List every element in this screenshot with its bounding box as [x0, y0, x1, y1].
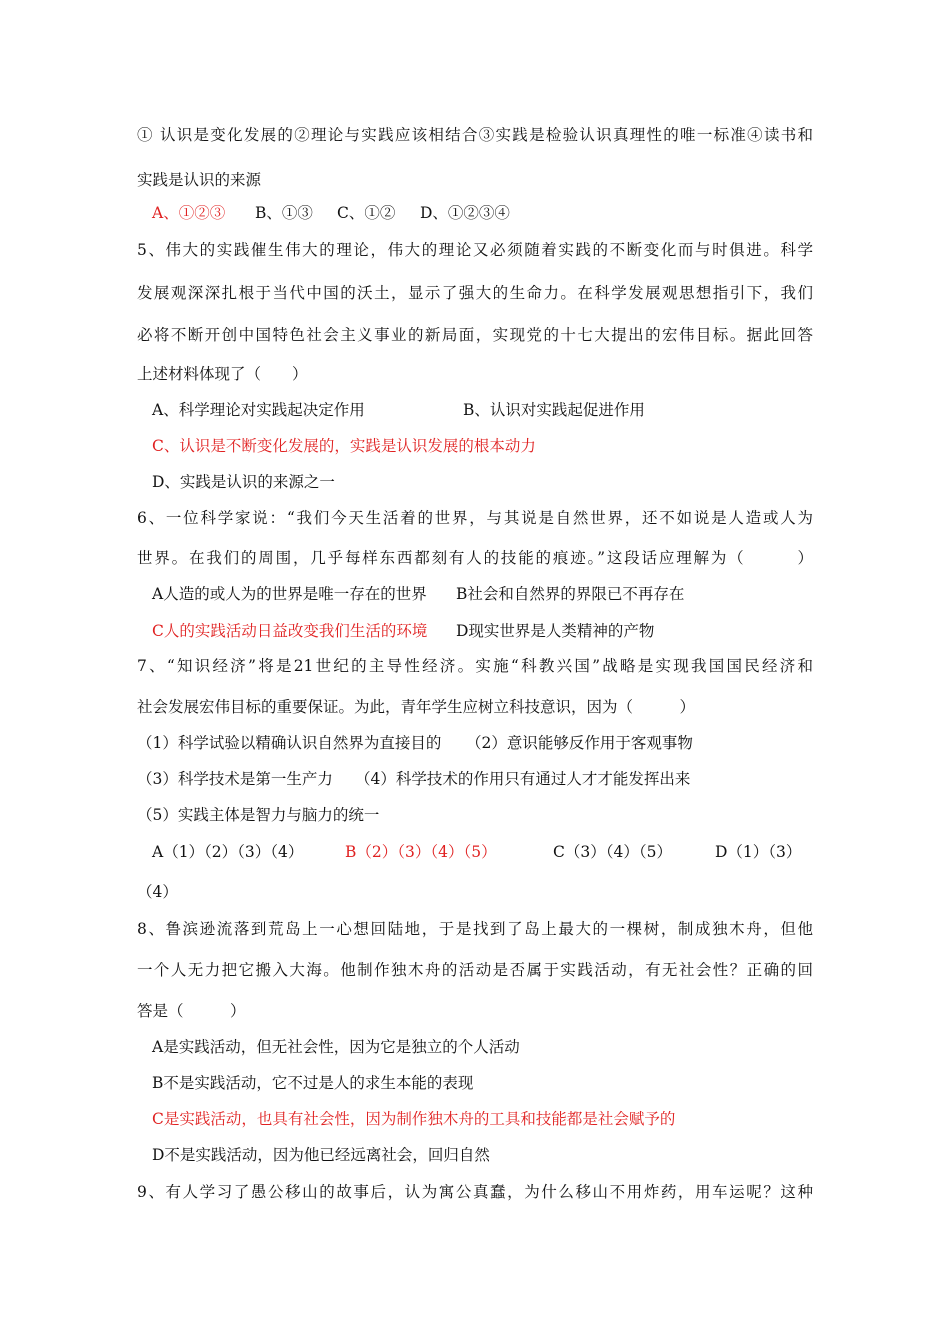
q7-item-3: （3）科学技术是第一生产力 — [137, 770, 333, 788]
q5-stem-line2: 发展观深深扎根于当代中国的沃土，显示了强大的生命力。在科学发展观思想指引下，我们 — [137, 284, 813, 302]
q9-stem-line1: 9、有人学习了愚公移山的故事后，认为寓公真蠢，为什么移山不用炸药，用车运呢？这种 — [137, 1183, 813, 1201]
q8-stem-line2: 一个人无力把它搬入大海。他制作独木舟的活动是否属于实践活动，有无社会性？正确的回 — [137, 961, 813, 979]
q5-stem-line1: 5、伟大的实践催生伟大的理论，伟大的理论又必须随着实践的不断变化而与时俱进。科学 — [137, 241, 813, 259]
q5-stem-line4: 上述材料体现了（ ） — [137, 365, 308, 383]
q7-stem-line1: 7、“知识经济”将是21世纪的主导性经济。实施“科教兴国”战略是实现我国国民经济和 — [137, 657, 813, 675]
q8-stem-line3: 答是（ ） — [137, 1002, 246, 1020]
q4-stem-line1: ① 认识是变化发展的②理论与实践应该相结合③实践是检验认识真理性的唯一标准④读书和 — [137, 126, 813, 144]
q8-option-b: B不是实践活动，它不过是人的求生本能的表现 — [152, 1074, 474, 1092]
q8-option-d: D不是实践活动，因为他已经远离社会，回归自然 — [152, 1146, 490, 1164]
q6-stem-line1: 6、一位科学家说：“我们今天生活着的世界，与其说是自然世界，还不如说是人造或人为 — [137, 509, 813, 527]
q4-stem-line2: 实践是认识的来源 — [137, 171, 262, 189]
q6-option-c-answer: C人的实践活动日益改变我们生活的环境 — [152, 622, 428, 640]
q7-option-b-answer: B（2）（3）（4）（5） — [345, 843, 497, 861]
q7-option-c: C（3）（4）（5） — [553, 843, 672, 861]
q6-option-a: A人造的或人为的世界是唯一存在的世界 — [152, 585, 427, 603]
q5-option-d: D、实践是认识的来源之一 — [152, 473, 335, 491]
q5-option-a: A、科学理论对实践起决定作用 — [152, 401, 365, 419]
q7-item-2: （2）意识能够反作用于客观事物 — [466, 734, 693, 752]
q7-item-4: （4）科学技术的作用只有通过人才才能发挥出来 — [355, 770, 691, 788]
q7-option-d: D（1）（3） — [715, 843, 802, 861]
q4-option-b: B、①③ — [255, 204, 313, 222]
q6-stem-line2: 世界。在我们的周围，几乎每样东西都刻有人的技能的痕迹。”这段话应理解为（ ） — [137, 549, 813, 567]
q4-option-a-answer: A、①②③ — [152, 204, 226, 222]
q4-option-d: D、①②③④ — [420, 204, 510, 222]
q7-item-1: （1）科学试验以精确认识自然界为直接目的 — [137, 734, 442, 752]
q4-option-c: C、①② — [337, 204, 396, 222]
q7-option-d-continued: （4） — [137, 883, 178, 901]
q5-option-b: B、认识对实践起促进作用 — [463, 401, 645, 419]
q5-stem-line3: 必将不断开创中国特色社会主义事业的新局面，实现党的十七大提出的宏伟目标。据此回答 — [137, 326, 813, 344]
q7-item-5: （5）实践主体是智力与脑力的统一 — [137, 806, 380, 824]
q8-stem-line1: 8、鲁滨逊流落到荒岛上一心想回陆地，于是找到了岛上最大的一棵树，制成独木舟，但他 — [137, 920, 813, 938]
q6-option-d: D现实世界是人类精神的产物 — [456, 622, 655, 640]
q7-stem-line2: 社会发展宏伟目标的重要保证。为此，青年学生应树立科技意识，因为（ ） — [137, 698, 696, 716]
q5-option-c-answer: C、认识是不断变化发展的，实践是认识发展的根本动力 — [152, 437, 536, 455]
q6-option-b: B社会和自然界的界限已不再存在 — [456, 585, 685, 603]
q8-option-a: A是实践活动，但无社会性，因为它是独立的个人活动 — [152, 1038, 520, 1056]
q7-option-a: A（1）（2）（3）（4） — [152, 843, 304, 861]
q8-option-c-answer: C是实践活动，也具有社会性，因为制作独木舟的工具和技能都是社会赋予的 — [152, 1110, 676, 1128]
